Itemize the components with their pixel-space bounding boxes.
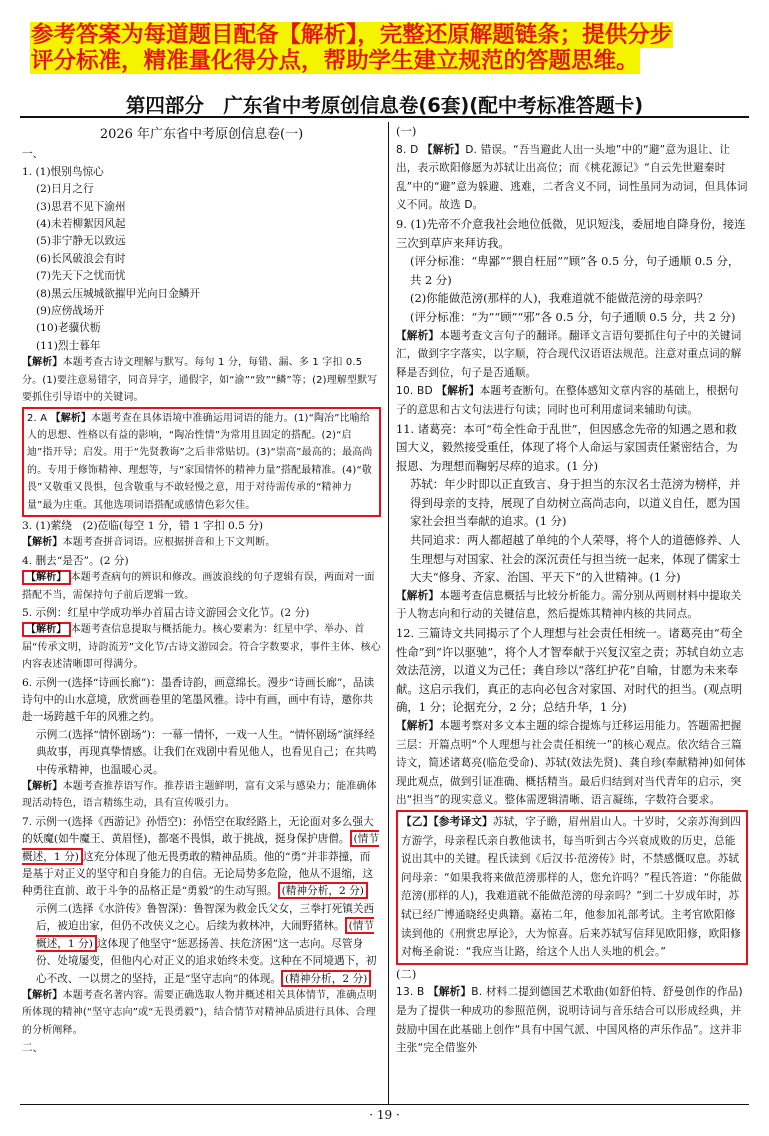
q8-answer: 8. D [396,143,419,156]
score-mark-plot: (情节概述，1 分) [36,919,375,950]
explanation-text: D. 错误。“吾当避此人出一头地”中的“避”意为退让、让出，表示欧阳修愿为苏轼让出高位；而《桃花源记》“自云先世避秦时乱”中的“避”意为躲避、逃难，二者含义不同，词性虽同为动词，但具体词义不同。故选 D。 [396,143,748,212]
part-title: 第四部分 广东省中考原创信息卷(6套)(配中考标准答题卡) [125,94,644,117]
q11-explanation [396,587,748,624]
q1-line: (5)非宁静无以致远 [36,234,126,248]
q3-explanation [22,534,381,551]
q11-answer-common: 共同追求：两人都超越了单纯的个人荣辱，将个人的道德修养、人生理想与对国家、社会的深沉责任与担当统一起来，体现了儒家士大夫“修身、齐家、治国、平天下”的入世精神。(1 分) [410,533,741,585]
explanation-text: 本题考查拼音词语。应根据拼音和上下文判断。 [62,537,276,549]
q1-line: (11)烈士暮年 [36,338,101,352]
page-number: · 19 · [369,1108,400,1122]
explanation-text: 本题考查名著内容。需要正确选取人物并概述相关具体情节，准确点明所体现的精神(“坚守志向”或“无畏勇毅”)，结合情节对精神品质进行具体、合理的分析阐释。 [22,989,377,1036]
q8-explanation [396,141,748,215]
q1-line: 1. (1)恨别鸟惊心 [22,164,104,178]
q12-answer: 12. 三篇诗文共同揭示了个人理想与社会责任相统一。诸葛亮由“苟全性命”到“许以驱驰”，将个人才智奉献于兴复汉室之责；苏轼自幼立志效法范滂，以道义为己任；龚自珍以“落红护花”自喻，甘愿为未来奉献。这启示我们，真正的志向必包含对家国、对时代的担当。(观点明确，1 分；论据充分，2 分；总结升华，1 分) [396,626,744,715]
q1-answers [22,163,381,354]
q1-line: (6)长风破浪会有时 [36,251,126,265]
explanation-tag: 【解析】 [396,589,440,602]
q6-explanation [22,778,381,813]
explanation-tag: 【解析】 [428,986,472,999]
explanation-tag: 【解析】 [436,385,480,398]
exam-title: 2026 年广东省中考原创信息卷(一) [99,127,304,142]
explanation-tag: 【解析】 [22,357,63,369]
q2-highlight-box [22,407,381,517]
banner-line-2: 评分标准，精准量化得分点，帮助学生建立规范的答题思维。 [31,48,639,74]
left-column [22,122,381,1057]
translation [401,813,743,962]
q6-example-1: 6. 示例一(选择“诗画长廊”)：墨香诗韵，画意绵长。漫步“诗画长廊”，品读诗句中的山水意境，欣赏画卷里的笔墨风雅。诗中有画，画中有诗，邀你共赴一场跨越千年的风雅之约。 [22,675,375,724]
explanation-tag: 【解析】 [396,329,440,342]
explanation-tag: 【解析】 [22,781,63,793]
q1-line: (8)黑云压城城欲摧甲光向日金鳞开 [36,286,201,300]
explanation-text: 本题考查信息概括与比较分析能力。需分别从两则材料中提取关于人物志向和行动的关键信息，然后提炼其精神内核的共同点。 [396,589,742,621]
q9-explanation [396,327,748,383]
translation-highlight-box [396,810,748,965]
q1-line: (7)先天下之忧而忧 [36,269,126,283]
q7-example-1-plot: 7. 示例一(选择《西游记》孙悟空)：孙悟空在取经路上，无论面对多么强大的妖魔(如牛魔王、黄眉怪)，都毫不畏惧，敢于挑战，挺身保护唐僧。 [22,814,374,846]
subsection-two-label: (二) [396,966,417,981]
q13-answer: 13. B [396,986,425,999]
explanation-text: 本题考查文言句子的翻译。翻译文言语句要抓住句子中的关键词汇，做到字字落实，以字顺，符合现代汉语语法规范。注意对重点词的解释是否到位，句子是否通顺。 [396,329,742,379]
q3-answer: 3. (1)萦绕 (2)莅临(每空 1 分，错 1 字扣 0.5 分) [22,518,264,532]
q1-line: (9)应傍战场开 [36,304,105,318]
q10-answer: 10. BD [396,385,433,398]
q9-answer-1: 9. (1)先帝不介意我社会地位低微，见识短浅，委屈地自降身份，接连三次到草庐来拜访我。 [396,216,746,250]
column-divider [388,122,389,1104]
explanation-tag: 【解析】 [422,143,466,156]
section-two-label: 二、 [22,1041,44,1055]
promo-banner [30,22,730,74]
q11-answer-zhuge: 11. 诸葛亮：本可“苟全性命于乱世”，但因感念先帝的知遇之恩和救国大义，毅然接受重任，体现了将个人命运与家国责任紧密结合，为报恩、为理想而鞠躬尽瘁的追求。(1 分) [396,421,738,473]
explanation-text: 本题考查信息提取与概括能力。核心要素为：红星中学、举办、首届“传承文明，诗韵流芳”文化节/古诗文游园会。符合字数要求，事件主体、核心内容表述清晰即可得满分。 [22,624,381,671]
q4-answer: 4. 删去“是否”。(2 分) [22,553,129,567]
explanation-tag: 【解析】 [50,412,92,424]
explanation-tag: 【解析】 [22,989,63,1001]
q2-answer: 2. A [27,412,48,424]
explanation-tag: 【解析】 [396,720,440,732]
q13-explanation [396,983,748,1057]
top-rule [20,116,749,118]
score-mark-plot: (情节概述，1 分) [22,832,379,863]
q1-explanation [22,354,381,406]
q4-explanation [22,569,381,604]
explanation-text: 本题考查在具体语境中准确运用词语的能力。(1)“陶冶”比喻给人的思想、性格以有益的影响，“陶冶性情”为常用且固定的搭配。(2)“启迪”指开导；启发。用于“先贤教诲”之后非常贴切。(3)“崇高”最高的；最高尚的。专用于修饰精神、理想等，与“家国情怀的精神力量”搭配最精准。(4)“敬畏”又敬重又畏惧，包含敬重与不敢轻慢之意，用于对待需传承的“精神力量”最为庄重。其他选项词语搭配或感情色彩欠佳。 [27,412,373,511]
banner-line-1: 参考答案为每道题目配备【解析】，完整还原解题链条；提供分步 [31,22,673,48]
explanation-text: 本题考查古诗文理解与默写。每句 1 分，每错、漏、多 1 字扣 0.5 分。(1)要注意易错字，同音异字，通假字，如“渝”“致”“鳞”等；(2)理解型默写要抓住引导语中的关键词。 [22,357,378,404]
subsection-one-label: (一) [396,124,417,138]
right-column [396,122,748,1058]
q5-explanation [22,621,381,673]
explanation-text: 本题考查断句。在整体感知文章内容的基础上，根据句子的意思和古文句法进行句读；同时也可利用虚词来辅助句读。 [396,385,739,416]
q1-line: (4)未若柳絮因风起 [36,217,126,231]
score-mark-analysis: (精神分析，2 分) [278,882,368,899]
q7-example-2-analysis: 这体现了他坚守“惩恶扬善、扶危济困”这一志向。尽管身份、处境屡变，但他内心对正义的追求始终未变。这种在不同境遇下，初心不改、一以贯之的坚持，正是“坚守志向”的体现。 [36,936,377,985]
q9-score-1: (评分标准：“卑鄙”“猥自枉屈”“顾”各 0.5 分，句子通顺 0.5 分，共 2 分) [410,254,740,287]
q5-answer: 5. 示例：红星中学成功举办首届古诗文游园会文化节。(2 分) [22,605,310,619]
translation-tag: 【乙】【参考译文】 [401,815,493,828]
explanation-tag: 【解析】 [22,537,63,549]
q1-line: (2)日月之行 [36,182,94,196]
q7-example-1 [22,813,381,900]
q2-explanation [27,410,376,514]
q7-explanation [22,987,381,1039]
q11-answer-sushi: 苏轼：年少时即以正直致言、身于担当的东汉名士范滂为榜样，并得到母亲的支持，展现了自幼树立高尚志向，以道义自任，愿为国家社会担当奉献的追求。(1 分) [410,477,741,529]
explanation-text: 本题考查推荐语写作。推荐语主题鲜明，富有文采与感染力；能准确体现活动特色，语言精练生动，具有宣传吸引力。 [22,781,377,810]
section-one-label: 一、 [22,147,44,161]
q7-example-2-plot: 示例二(选择《水浒传》鲁智深)：鲁智深为救金氏父女，三拳打死镇关西后，被迫出家，但仍不改侠义之心。后续为救林冲，大闹野猪林。 [36,901,375,933]
explanation-tag-boxed: 【解析】 [22,622,71,637]
q9-score-2: (评分标准：“为”“顾”“邪”各 0.5 分，句子通顺 0.5 分，共 2 分) [410,309,736,324]
explanation-text: 本题考察对多文本主题的综合提炼与迁移运用能力。答题需把握三层：开篇点明“个人理想与社会责任相统一”的核心观点。依次结合三篇诗文，简述诸葛亮(临危受命)、苏轼(效法先贤)、龚自珍(奉献精神)如何体现此观点，做到引证准确、概括精当。最后归结到对当代青年的启示，突出“担当”的现实意义。整体需逻辑清晰、语言凝练，字数符合要求。 [396,720,746,807]
q9-answer-2: (2)你能做范滂(那样的人)，我难道就不能做范滂的母亲吗？ [410,291,709,306]
explanation-text: B. 材料二提到德国艺术歌曲(如舒伯特、舒曼创作的作品)是为了提供一种成功的参照范例，说明诗词与音乐结合可以形成经典，并鼓励中国在此基础上创作“具有中国气派、中国风格的声乐作品”。这并非主张“完全借鉴外 [396,986,743,1055]
q1-line: (3)思君不见下渝州 [36,199,126,213]
translation-text: 苏轼，字子瞻，眉州眉山人。十岁时，父亲苏洵到四方游学，母亲程氏亲自教他读书，每当听到古今兴衰成败的历史，总能说出其中的关键。程氏读到《后汉书·范滂传》时，不禁感慨叹息。苏轼问母亲：“如果我将来做范滂那样的人，您允许吗？”程氏答道：“你能做范滂(那样的人)，我难道就不能做范滂的母亲吗？”到二十岁成年时，苏轼已经广博通晓经史典籍。嘉祐二年，他参加礼部考试。主考官欧阳修读到他的《刑赏忠厚论》，大为惊喜。后来苏轼写信拜见欧阳修，欧阳修对梅圣俞说：“我应当让路，给这个人出人头地的机会。” [401,815,742,959]
q12-explanation [396,717,748,810]
score-mark-analysis: (精神分析，2 分) [281,970,371,987]
bottom-rule [20,1104,749,1105]
q7-example-2 [22,900,381,987]
q10-explanation [396,382,748,419]
q7-example-1-analysis: 这充分体现了他无畏勇敢的精神品质。他的“勇”并非莽撞，而是基于对正义的坚守和自身能力的自信。无论局势多危险，他从不退缩，这种勇往直前、敢于斗争的品格正是“勇毅”的生动写照。 [22,849,374,898]
explanation-text: 本题考查病句的辨识和修改。画波浪线的句子逻辑有误，两面对一面搭配不当，需保持句子前后逻辑一致。 [22,572,375,601]
explanation-tag-boxed: 【解析】 [22,570,71,585]
q1-line: (10)老骥伏枥 [36,321,101,335]
q6-example-2: 示例二(选择“情怀剧场”)：一幕一情怀，一戏一人生。“情怀剧场”演绎经典故事，再现真挚情感。让我们在戏剧中看见他人，也看见自己；在共鸣中传承精神，也温暖心灵。 [36,727,377,776]
